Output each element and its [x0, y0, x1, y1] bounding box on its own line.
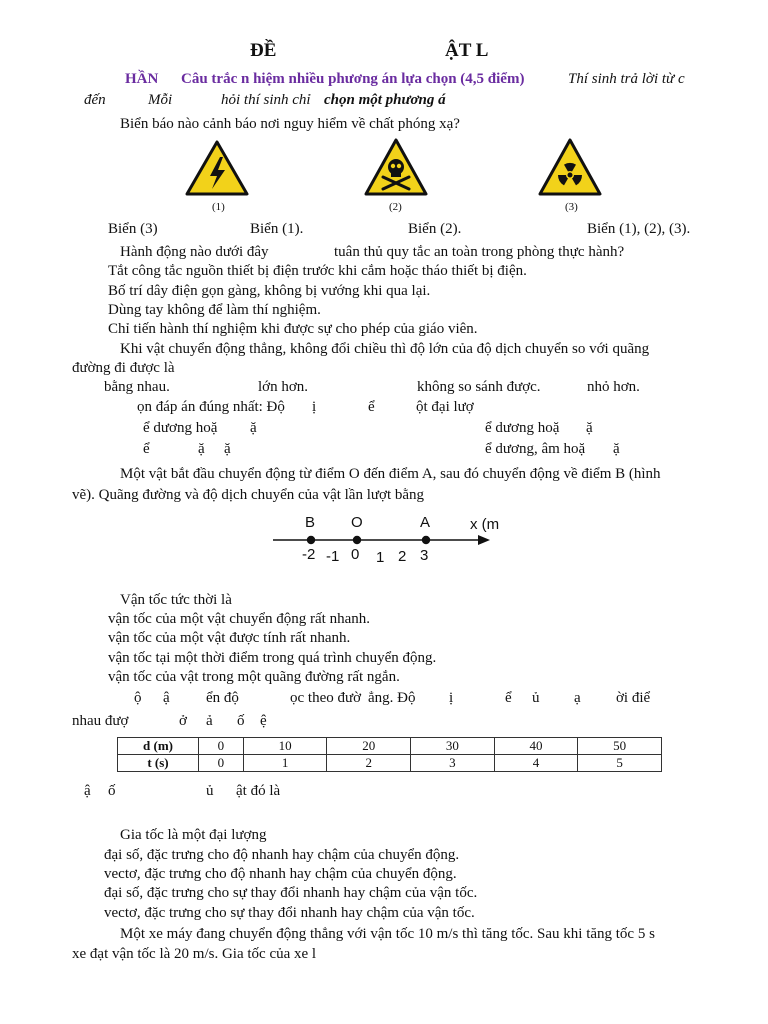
- table-cell: 40: [494, 738, 578, 755]
- question-3-stem: Khi vật chuyển động thẳng, không đổi chiều thì độ lớn của độ dịch chuyển so với quãng: [120, 341, 650, 357]
- question-7-stem: ủ: [532, 690, 540, 706]
- question-1-option-c: Biển (2).: [408, 221, 462, 237]
- point-label-a: A: [420, 514, 431, 531]
- question-3-option-b: lớn hơn.: [258, 379, 309, 395]
- radiation-icon: [537, 137, 603, 197]
- question-2-option-d: Chỉ tiến hành thí nghiệm khi được sự cho phép của giáo viên.: [108, 321, 478, 337]
- question-1-option-d: Biển (1), (2), (3).: [587, 221, 691, 237]
- question-7-question: ậ: [84, 783, 91, 799]
- tick-label: -1: [326, 548, 340, 565]
- question-4-option-d: ặ: [613, 441, 620, 457]
- question-7-stem: ậ: [163, 690, 170, 706]
- question-4-option-b: ặ: [586, 420, 593, 436]
- question-3-option-d: nhỏ hơn.: [587, 379, 640, 395]
- section-instruction-part: đến: [84, 92, 106, 108]
- table-cell: 0: [199, 755, 244, 772]
- question-8-option-d: vectơ, đặc trưng cho sự thay đổi nhanh hay chậm của vận tốc.: [104, 905, 475, 921]
- question-7-stem: ệ: [260, 713, 267, 729]
- section-instruction-part: chọn một phương á: [324, 92, 446, 108]
- question-3-option-c: không so sánh được.: [417, 379, 541, 395]
- question-3-option-a: bằng nhau.: [104, 379, 170, 395]
- question-5-stem: vẽ). Quãng đường và độ dịch chuyển của vật lần lượt bằng: [72, 487, 425, 503]
- sign-caption: (1): [212, 201, 225, 213]
- question-4-stem: ị: [312, 399, 317, 415]
- question-9-stem: xe đạt vận tốc là 20 m/s. Gia tốc của xe l: [72, 946, 317, 962]
- tick-label: 3: [420, 547, 429, 564]
- question-4-option-c: ể: [143, 441, 150, 457]
- table-cell: 30: [411, 738, 495, 755]
- question-4-option-a: ặ: [250, 420, 257, 436]
- question-4-stem: ọn đáp án đúng nhất: Độ: [137, 399, 285, 415]
- page-title-right: ẬT L: [445, 40, 489, 61]
- point-label-b: B: [305, 514, 316, 531]
- question-2-option-c: Dùng tay không để làm thí nghiệm.: [108, 302, 321, 318]
- table-cell: 3: [411, 755, 495, 772]
- question-8-option-c: đại số, đặc trưng cho sự thay đổi nhanh hay chậm của vận tốc.: [104, 885, 478, 901]
- section-instruction-part: hỏi thí sinh chỉ: [221, 92, 311, 108]
- question-2-stem: tuân thủ quy tắc an toàn trong phòng thực hành?: [334, 244, 625, 260]
- table-row: [118, 738, 662, 755]
- question-6-stem: Vận tốc tức thời là: [120, 592, 232, 608]
- question-7-stem: ời điể: [616, 690, 651, 706]
- question-1-stem: Biển báo nào cảnh báo nơi nguy hiểm về chất phóng xạ?: [120, 116, 460, 132]
- tick-label: 1: [376, 549, 385, 566]
- question-4-option-c: ặ: [224, 441, 231, 457]
- question-8-option-b: vectơ, đặc trưng cho độ nhanh hay chậm của chuyển động.: [104, 866, 457, 882]
- question-5-stem: Một vật bắt đầu chuyển động từ điểm O đến điểm A, sau đó chuyển động về điểm B (hình: [120, 466, 661, 482]
- question-1-option-b: Biển (1).: [250, 221, 304, 237]
- tick-label: 0: [351, 546, 360, 563]
- high-voltage-icon: [184, 139, 250, 197]
- question-7-question: ủ: [206, 783, 214, 799]
- skull-crossbones-icon: [363, 137, 429, 197]
- question-2-option-a: Tắt công tắc nguồn thiết bị điện trước khi cắm hoặc tháo thiết bị điện.: [108, 263, 527, 279]
- table-cell: 10: [243, 738, 327, 755]
- section-instruction-part: Mỗi: [148, 92, 173, 108]
- question-6-option-a: vận tốc của một vật chuyển động rất nhanh.: [108, 611, 371, 627]
- question-3-stem: đường đi được là: [72, 360, 175, 376]
- table-cell: 4: [494, 755, 578, 772]
- question-7-stem: ẳng. Độ: [368, 690, 416, 706]
- question-7-stem: ể: [505, 690, 512, 706]
- question-4-option-d: ể dương, âm hoặ: [485, 441, 586, 457]
- question-4-option-c: ặ: [198, 441, 205, 457]
- question-6-option-b: vận tốc của một vật được tính rất nhanh.: [108, 630, 351, 646]
- question-4-stem: ể: [368, 399, 375, 415]
- question-7-stem: ị: [449, 690, 454, 706]
- question-2-option-b: Bố trí dây điện gọn gàng, không bị vướng khi qua lại.: [108, 283, 431, 299]
- question-4-stem: ột đại lượ: [416, 399, 474, 415]
- table-cell: 20: [327, 738, 411, 755]
- point-marker-a: [422, 536, 430, 544]
- question-7-stem: ạ: [574, 690, 581, 706]
- question-6-option-d: vận tốc của vật trong một quãng đường rất ngắn.: [108, 669, 400, 685]
- section-instruction: Thí sinh trả lời từ c: [568, 71, 685, 87]
- question-7-stem: ộ: [134, 690, 142, 706]
- sign-caption: (2): [389, 201, 402, 213]
- question-7-question: ật đó là: [236, 783, 281, 799]
- table-cell: 1: [243, 755, 327, 772]
- question-7-question: ố: [108, 783, 116, 799]
- tick-label: 2: [398, 548, 407, 565]
- distance-time-table: [117, 737, 662, 772]
- question-4-option-a: ể dương hoặ: [143, 420, 218, 436]
- table-header-cell: t (s): [118, 755, 199, 772]
- question-6-option-c: vận tốc tại một thời điểm trong quá trình chuyển động.: [108, 650, 437, 666]
- point-marker-b: [307, 536, 315, 544]
- question-7-stem: ển độ: [206, 690, 239, 706]
- question-9-stem: Một xe máy đang chuyển động thẳng với vận tốc 10 m/s thì tăng tốc. Sau khi tăng tốc 5 s: [120, 926, 655, 942]
- question-7-stem: ở: [179, 713, 187, 729]
- question-7-stem: ọc theo đườ: [290, 690, 362, 706]
- table-cell: 5: [578, 755, 662, 772]
- sign-caption: (3): [565, 201, 578, 213]
- tick-label: -2: [302, 546, 316, 563]
- question-1-option-a: Biển (3): [108, 221, 158, 237]
- question-8-option-a: đại số, đặc trưng cho độ nhanh hay chậm của chuyển động.: [104, 847, 460, 863]
- section-description: Câu trắc n hiệm nhiều phương án lựa chọn (4,5 điểm): [181, 71, 525, 87]
- table-cell: 2: [327, 755, 411, 772]
- question-2-stem: Hành động nào dưới đây: [120, 244, 269, 260]
- question-7-stem: ả: [206, 713, 213, 729]
- table-cell: 50: [578, 738, 662, 755]
- axis-arrow-icon: [478, 535, 490, 545]
- axis-label: x (m: [470, 516, 500, 533]
- question-7-stem: ố: [237, 713, 245, 729]
- table-header-cell: d (m): [118, 738, 199, 755]
- page-title-left: ĐỀ: [250, 40, 277, 61]
- point-label-o: O: [351, 514, 363, 531]
- question-4-option-b: ể dương hoặ: [485, 420, 560, 436]
- point-marker-o: [353, 536, 361, 544]
- question-8-stem: Gia tốc là một đại lượng: [120, 827, 267, 843]
- question-7-stem: nhau đượ: [72, 713, 129, 729]
- section-name: HẦN: [125, 71, 159, 87]
- table-cell: 0: [199, 738, 244, 755]
- table-row: [118, 755, 662, 772]
